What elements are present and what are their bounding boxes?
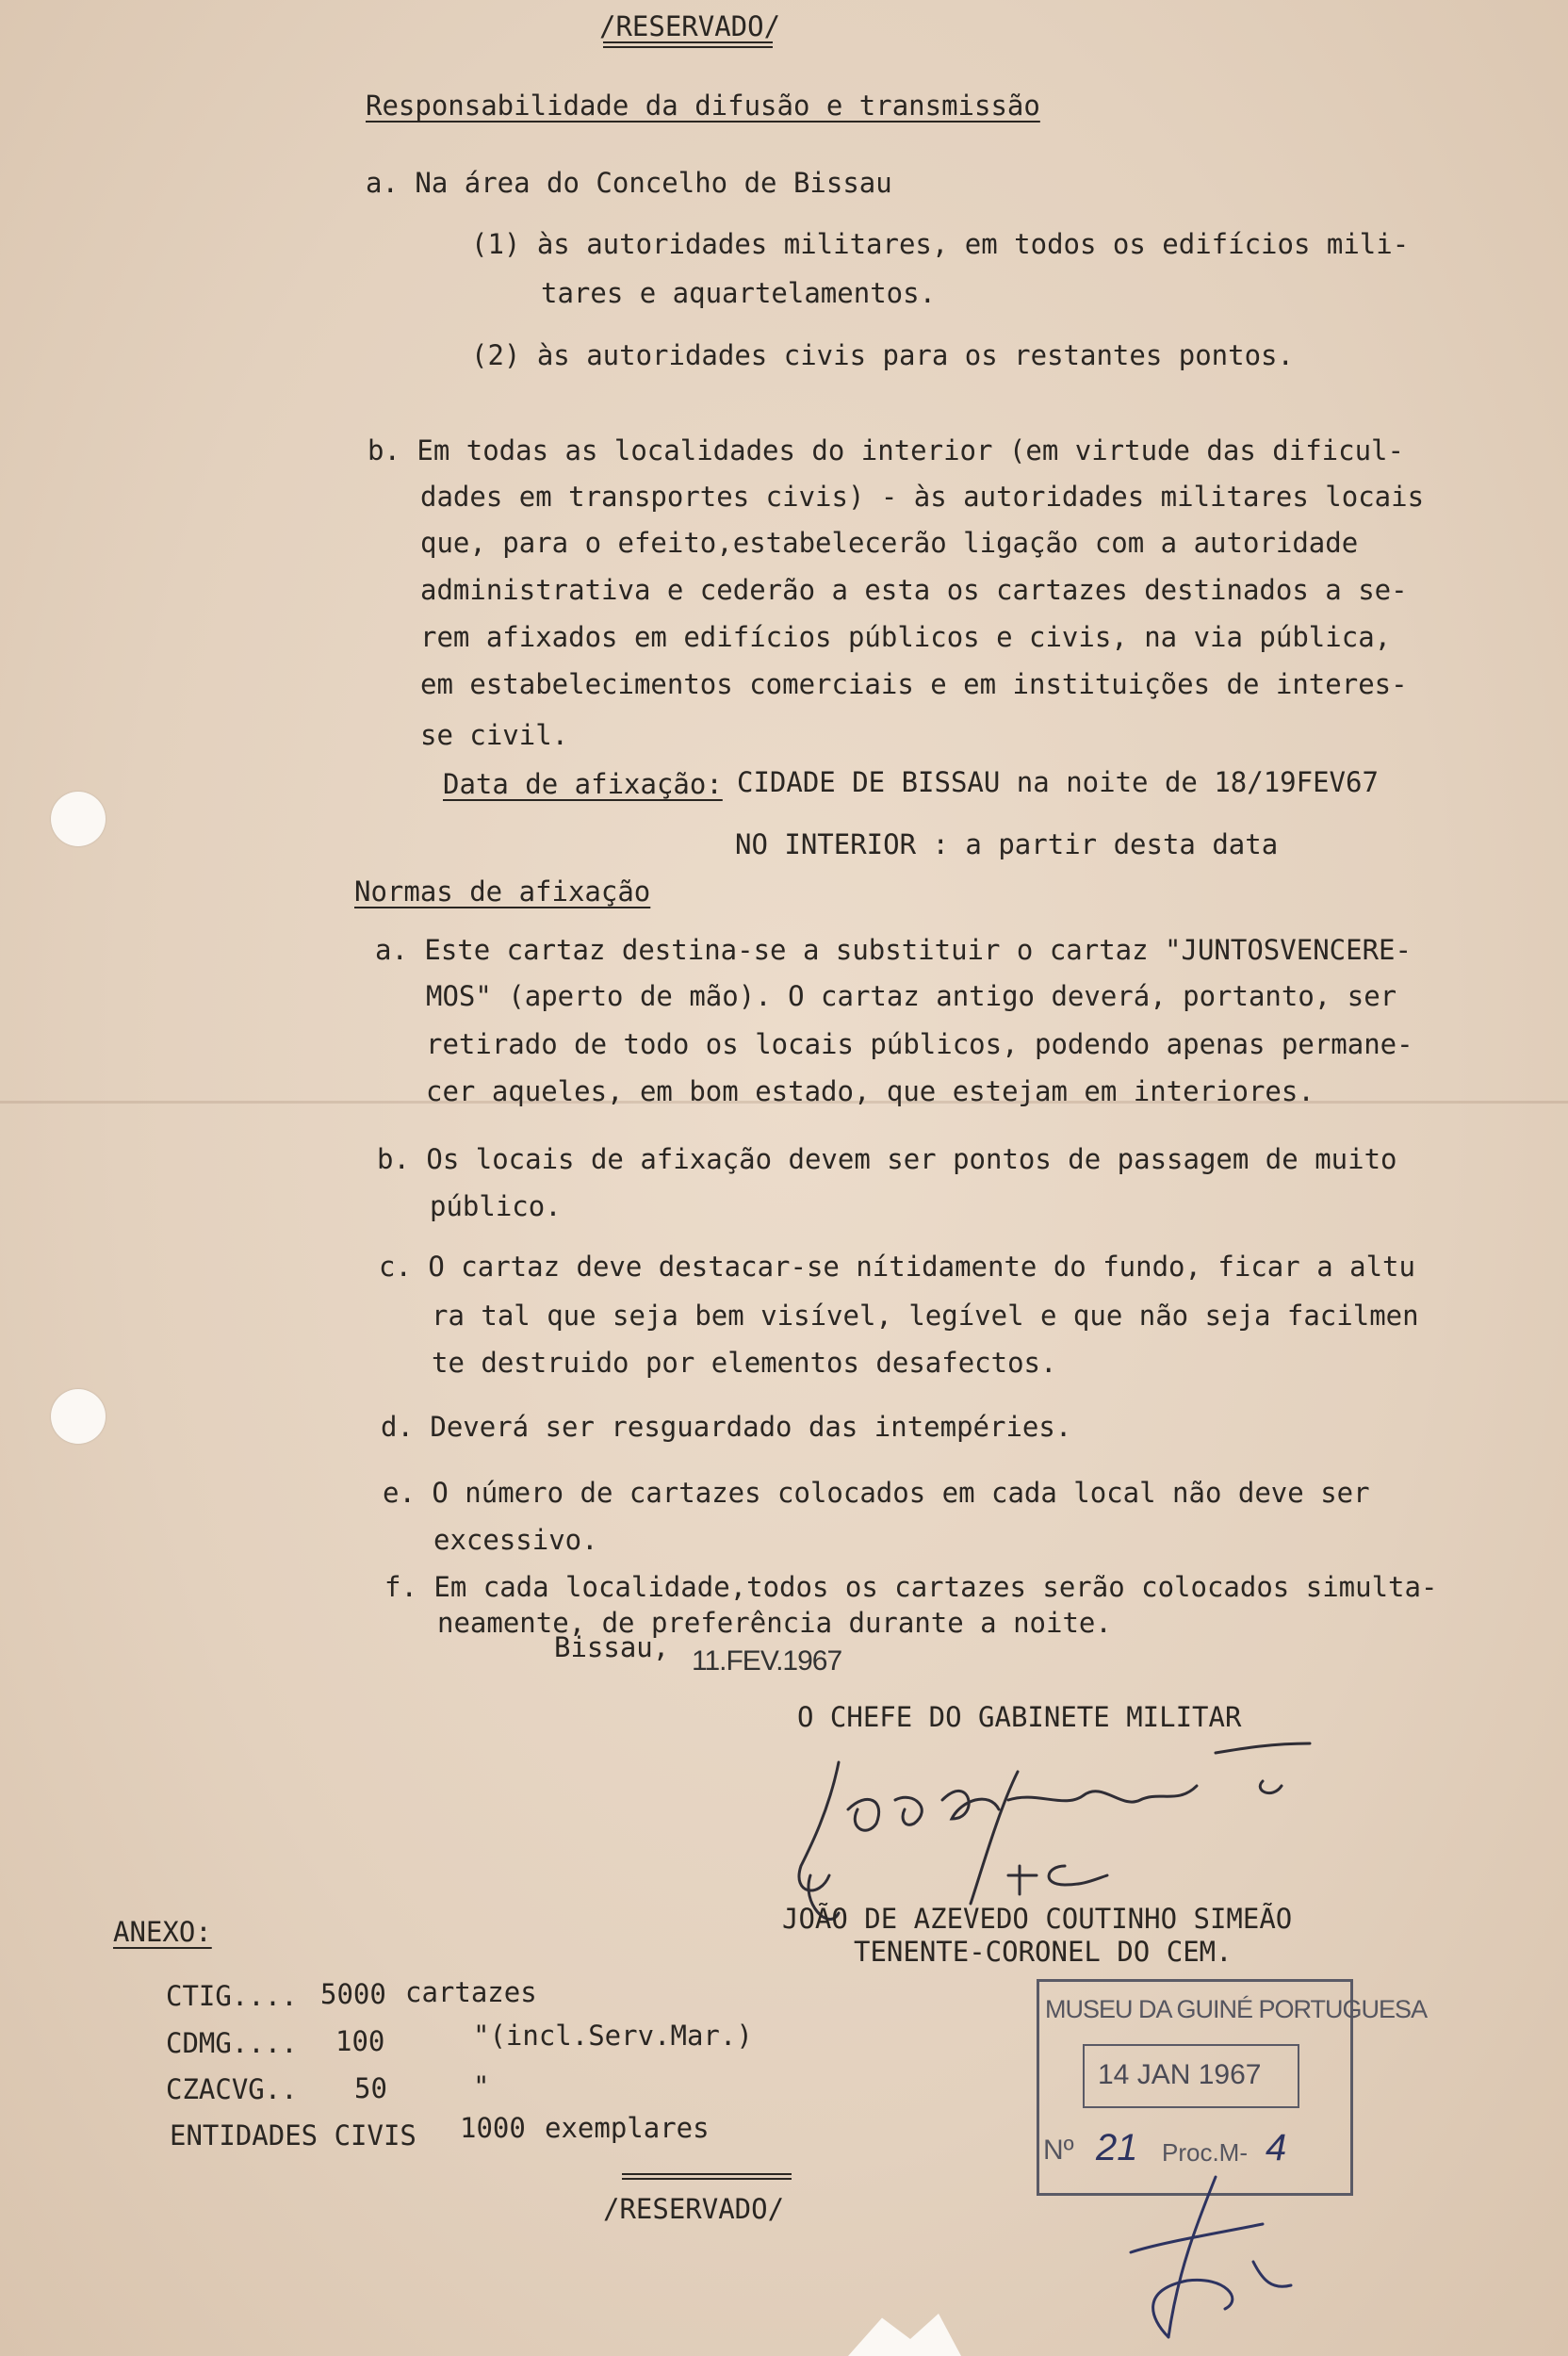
item-b-line1: b. Em todas as localidades do interior (em virtude das dificul- — [368, 434, 1404, 466]
annex-title: ANEXO: — [113, 1916, 212, 1948]
item-b-line4: administrativa e cederão a esta os cartazes destinados a se- — [420, 574, 1408, 606]
rule-a-line3: retirado de todo os locais públicos, podendo apenas permane- — [426, 1028, 1413, 1060]
annex-qty-ctig: 5000 — [320, 1978, 386, 2010]
signature-role: O CHEFE DO GABINETE MILITAR — [797, 1701, 1242, 1733]
annex-qty-cdmg: 100 — [335, 2025, 385, 2057]
museum-stamp-title: MUSEU DA GUINÉ PORTUGUESA — [1045, 1995, 1428, 2023]
museum-stamp-proc-label: Proc.M- — [1162, 2138, 1248, 2167]
punch-hole-bottom — [51, 1389, 106, 1444]
museum-stamp-date-box — [1083, 2044, 1299, 2108]
annex-qty-civil: 1000 — [460, 2112, 526, 2144]
annex-code-czacvg: CZACVG.. — [166, 2073, 298, 2105]
museum-stamp-proc-value: 4 — [1266, 2127, 1287, 2168]
item-a1-line1: (1) às autoridades militares, em todos os edifícios mili- — [471, 228, 1410, 260]
item-a1-line2: tares e aquartelamentos. — [541, 277, 937, 309]
torn-edge — [848, 2314, 961, 2356]
annex-desc-cdmg: "(incl.Serv.Mar.) — [473, 2020, 753, 2052]
item-a2: (2) às autoridades civis para os restantes pontos. — [471, 339, 1294, 371]
item-b-line3: que, para o efeito,estabelecerão ligação com a autoridade — [420, 527, 1359, 559]
handwritten-initials — [1112, 2168, 1300, 2347]
museum-stamp — [1037, 1979, 1428, 2196]
museum-stamp-no-label: Nº — [1043, 2135, 1074, 2166]
signatory-rank: TENENTE-CORONEL DO CEM. — [854, 1936, 1233, 1968]
annex-code-ctig: CTIG.... — [166, 1980, 298, 2012]
rule-b-line2: público. — [430, 1190, 562, 1222]
annex-code-cdmg: CDMG.... — [166, 2027, 298, 2059]
annex-code-civil: ENTIDADES CIVIS — [170, 2119, 416, 2151]
rule-c-line1: c. O cartaz deve destacar-se nítidamente do fundo, ficar a altu — [379, 1251, 1415, 1283]
rule-b-line1: b. Os locais de afixação devem ser pontos de passagem de muito — [377, 1143, 1397, 1175]
section-title-posting-rules: Normas de afixação — [354, 875, 651, 908]
annex-desc-czacvg: " — [473, 2070, 490, 2102]
rule-d: d. Deverá ser resguardado das intempéries. — [381, 1411, 1072, 1443]
annex-desc-ctig: cartazes — [405, 1976, 537, 2008]
item-b-line2: dades em transportes civis) - às autoridades militares locais — [420, 481, 1425, 513]
rule-a-line2: MOS" (aperto de mão). O cartaz antigo deverá, portanto, ser — [426, 980, 1397, 1012]
item-b-line6: em estabelecimentos comerciais e em instituições de interes- — [420, 668, 1408, 700]
annex-qty-czacvg: 50 — [354, 2072, 387, 2104]
rule-c-line2: ra tal que seja bem visível, legível e que não seja facilmen — [432, 1300, 1419, 1332]
section-title-responsibility: Responsabilidade da difusão e transmissão — [366, 90, 1040, 122]
classification-header: /RESERVADO/ — [599, 10, 781, 42]
posting-date-interior: NO INTERIOR : a partir desta data — [735, 828, 1279, 860]
date-stamp: 11.FEV.1967 — [692, 1645, 842, 1677]
rule-e-line1: e. O número de cartazes colocados em cada local não deve ser — [383, 1477, 1370, 1509]
handwritten-signature — [782, 1734, 1385, 1922]
museum-stamp-date: 14 JAN 1967 — [1098, 2059, 1262, 2090]
item-b-line5: rem afixados em edifícios públicos e civis, na via pública, — [420, 621, 1392, 653]
posting-date-label: Data de afixação: — [443, 768, 723, 800]
rule-f-line1: f. Em cada localidade,todos os cartazes serão colocados simulta- — [384, 1571, 1438, 1603]
rule-a-line4: cer aqueles, em bom estado, que estejam em interiores. — [426, 1075, 1315, 1107]
signatory-name: JOÃO DE AZEVEDO COUTINHO SIMEÃO — [782, 1903, 1293, 1935]
rule-e-line2: excessivo. — [433, 1524, 598, 1556]
item-a-lead: a. Na área do Concelho de Bissau — [366, 167, 892, 199]
punch-hole-top — [51, 792, 106, 846]
place: Bissau, — [554, 1631, 670, 1663]
rule-f-line2: neamente, de preferência durante a noite. — [437, 1607, 1112, 1639]
annex-desc-civil: exemplares — [545, 2112, 710, 2144]
rule-a-line1: a. Este cartaz destina-se a substituir o cartaz "JUNTOSVENCERE- — [375, 934, 1412, 966]
posting-date-city: CIDADE DE BISSAU na noite de 18/19FEV67 — [737, 766, 1379, 798]
footer-double-rule — [622, 2173, 792, 2180]
museum-stamp-no-value: 21 — [1096, 2127, 1138, 2168]
rule-c-line3: te destruido por elementos desafectos. — [432, 1347, 1057, 1379]
item-b-line7: se civil. — [420, 719, 569, 751]
header-double-rule — [603, 41, 773, 48]
classification-footer: /RESERVADO/ — [603, 2193, 785, 2225]
